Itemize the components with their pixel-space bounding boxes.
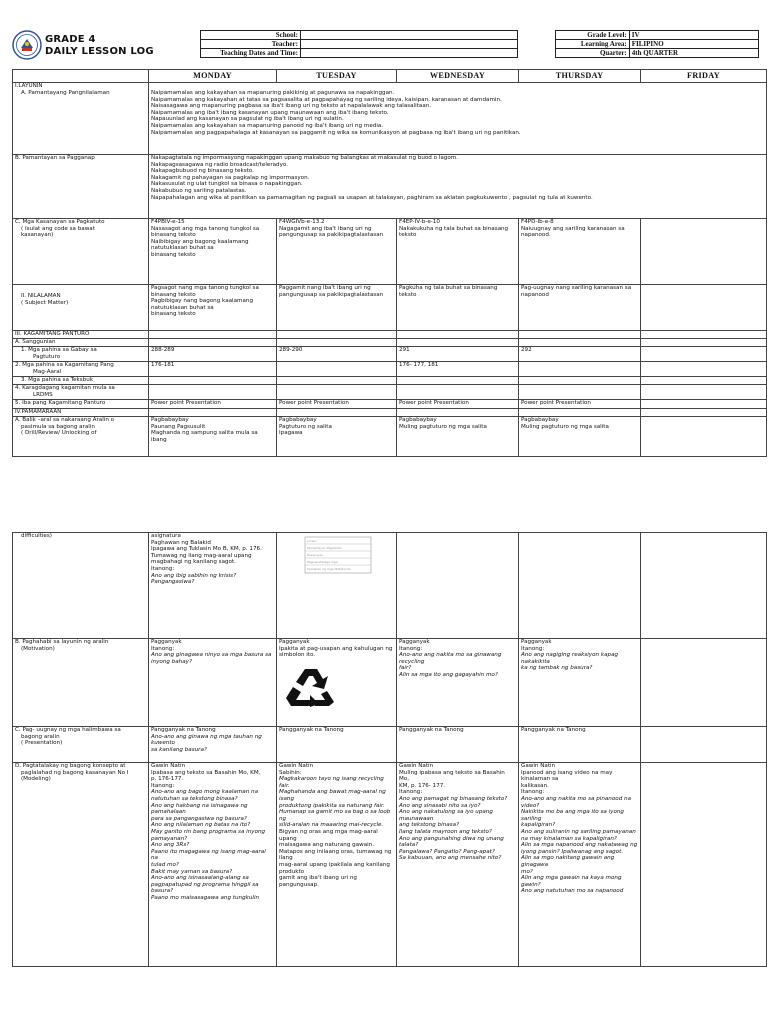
gabay-label	[13, 347, 149, 362]
activity-text: Muling pagtuturo ng mga salita	[399, 423, 487, 430]
question-text: Ano-ano ang ginawa ng mga tauhan ng kuwento	[151, 733, 262, 747]
teksbuk-wednesday	[397, 377, 519, 385]
pamantayang-pangnilalaman-content	[149, 83, 767, 155]
lm-label-text: 2. Mga pahina sa Kagamitang Pang	[15, 362, 114, 368]
activity-heading: Gawin Natin	[279, 763, 314, 769]
dates-value	[300, 49, 517, 58]
teksbuk-row	[13, 377, 767, 385]
competency-text: Nagagamit ang iba't ibang uri ng pangungusap sa pakikipagtalastasan	[279, 225, 384, 239]
activity-text: Itanong:	[151, 645, 175, 652]
iba-pang-monday: Power point Presentation	[149, 400, 277, 409]
activity-text: Muling ipabasa ang teksto sa Basahin Mo,	[399, 769, 505, 783]
presentation-wednesday: Pangganyak na Tanong	[397, 727, 519, 763]
activity-heading: Pagganyak	[151, 639, 182, 645]
activity-text: Pagbabaybay	[521, 417, 559, 423]
gabay-row	[13, 347, 767, 362]
layunin-label-cell	[13, 83, 149, 155]
modeling-monday	[149, 763, 277, 967]
svg-text:Pagpapahalaga mga: Pagpapahalaga mga	[307, 560, 338, 564]
question-text: Magkakaroon tayo ng isang recycling fair.	[279, 776, 384, 789]
question-text: ka ng tambak ng basura?	[521, 665, 593, 672]
class-info-table	[555, 30, 759, 58]
activity-heading: Pagganyak	[399, 639, 430, 645]
activity-text: Itanong:	[399, 789, 423, 796]
question-text: na may kinalaman sa kapaligiran?	[521, 835, 617, 842]
lm-label	[13, 362, 149, 377]
question-text: Alin ang mga gawain na kaya mong gawin?	[521, 875, 622, 888]
lrdms-tuesday	[277, 385, 397, 400]
question-text: Ano-ano ang bago mong kaalaman na natutuhan sa tekstong binasa?	[151, 789, 259, 802]
subject-text: binasang teksto	[151, 311, 196, 318]
kagamitang-pang-mag-aaral-row	[13, 362, 767, 377]
question-text: kapaligiran?	[521, 822, 556, 829]
pangnilalaman-line: Naisasagawa ang mapanuring pagbasa sa iba't ibang uri ng teksto at napalalawak ang talasalitaan.	[151, 103, 432, 110]
balik-aral-friday-continued	[641, 533, 767, 639]
activity-text: Muling pagtuturo ng mga salita	[521, 423, 609, 430]
teacher-value	[300, 40, 517, 49]
balik-aral-monday-continued	[149, 533, 277, 639]
question-text: Ano ang hakbang na isinagawa ng pamahalaan	[151, 802, 248, 816]
presentation-label-text: bagong aralin	[21, 733, 60, 740]
grade-level-label: Grade Level:	[556, 31, 630, 40]
question-text: tulad mo?	[151, 861, 179, 868]
pangnilalaman-line: Naipamamalas ang kakayahan sa mapanuring pakikinig at pagunawa sa napakinggan.	[151, 90, 395, 96]
question-text: Ano ang sinasabi nito sa iyo?	[399, 802, 481, 809]
presentation-label-text: C. Pag- uugnay ng mga halimbawa sa	[15, 727, 121, 733]
question-text: Paano ito magagawa ng isang mag-aaral na	[151, 848, 266, 862]
question-text: silid-aralan na maaaring mai-recycle.	[279, 822, 384, 829]
lrdms-thursday	[519, 385, 641, 400]
activity-text: Maghanda ng sampung salita mula sa ibang	[151, 430, 258, 443]
question-text: para sa pangangasiwa ng basura?	[151, 815, 247, 822]
question-text: ang tekstong binasa?	[399, 822, 459, 829]
question-text: Ano-ano ang isinasaalang-alang sa pagpapatupad ng programa hinggil sa basura?	[151, 875, 259, 895]
dates-label: Teaching Dates and Time:	[201, 49, 301, 58]
lm-label-text: Mag-Aaral	[33, 368, 62, 375]
activity-heading: Pangganyak na Tanong	[151, 727, 216, 733]
nilalaman-friday	[641, 285, 767, 331]
pamantayang-pangnilalaman-row	[13, 83, 767, 155]
pamantayan-sa-pagganap-row	[13, 155, 767, 219]
motivation-friday	[641, 639, 767, 727]
sanggunian-label: A. Sanggunian	[13, 339, 149, 347]
pagganap-label: B. Pamantayan sa Pagganap	[15, 155, 95, 161]
lesson-log-page-2	[0, 528, 768, 1024]
activity-text: Pagtuturo ng salita	[279, 423, 332, 430]
activity-text: Itanong:	[151, 782, 175, 789]
subject-matter-label: ( Subject Matter)	[21, 299, 69, 306]
modeling-friday	[641, 763, 767, 967]
kasanayan-wednesday	[397, 219, 519, 285]
modeling-label-text: (Modeling)	[21, 776, 51, 783]
pagganap-content	[149, 155, 767, 219]
nilalaman-monday	[149, 285, 277, 331]
grade-level-value: IV	[629, 31, 758, 40]
kasanayan-label: kasanayan)	[21, 232, 54, 239]
competency-code: F4WGIVb-e-13.2	[279, 219, 325, 225]
gabay-thursday: 292	[519, 347, 641, 362]
motivation-monday	[149, 639, 277, 727]
lesson-log-table-continued	[12, 532, 767, 967]
balik-aral-label-text: pasimula sa bagong aralin	[21, 423, 95, 430]
lesson-log-page-1	[0, 0, 768, 472]
competency-code: F4PBIV-e-15	[151, 219, 185, 225]
gabay-monday: 288-289	[149, 347, 277, 362]
school-label: School:	[201, 31, 301, 40]
day-friday: FRIDAY	[641, 70, 767, 83]
activity-text: gamit ang iba't ibang uri ng pangungusap.	[279, 875, 357, 888]
activity-text: Bigyan ng oras ang mga mag-aaral upang	[279, 828, 378, 842]
balik-aral-tuesday-continued	[277, 533, 397, 639]
pagganap-line: Napapahalagan ang wika at panitikan sa pamamagitan ng pagsali sa usapan at talakayan, paghiram sa aklatan pagkukuwento , pagsulat ng tula at kuwento.	[151, 194, 593, 201]
balik-aral-wednesday	[397, 417, 519, 457]
difficulties-label: difficulties)	[21, 533, 52, 539]
lrdms-label	[13, 385, 149, 400]
question-text: fair?	[399, 665, 412, 672]
motivation-row	[13, 639, 767, 727]
gabay-label-text: 1. Mga pahina sa Gabay sa	[21, 347, 97, 353]
lrdms-monday	[149, 385, 277, 400]
motivation-tuesday	[277, 639, 397, 727]
pangnilalaman-line: Napauunlad ang kasanayan sa pagsulat ng iba't ibang uri ng sulatin.	[151, 116, 344, 123]
activity-heading: Pagganyak	[279, 639, 310, 645]
activity-text: KM, p. 176- 177.	[399, 782, 446, 789]
kasanayan-monday	[149, 219, 277, 285]
question-text: Ano ang nagiging reaksiyon kapag nakakikita	[521, 652, 619, 665]
pangnilalaman-line: Naipamamalas ang iba't ibang kasanayan upang maunawaan ang iba't ibang teksto.	[151, 109, 389, 116]
activity-text: Ipabasa ang teksto sa Basahin Mo, KM,	[151, 769, 261, 776]
balik-aral-thursday	[519, 417, 641, 457]
question-text: Ilang talata mayroon ang teksto?	[399, 828, 492, 835]
lrdms-label-text: 4. Karagdagang kagamitan mula sa	[15, 385, 115, 391]
activity-text: Itanong:	[151, 565, 175, 572]
question-text: sa kanilang basura?	[151, 746, 207, 753]
activity-heading: Gawin Natin	[399, 763, 434, 769]
balik-aral-monday	[149, 417, 277, 457]
lrdms-wednesday	[397, 385, 519, 400]
recycle-icon	[279, 665, 343, 707]
lm-monday: 176-181	[149, 362, 277, 377]
presentation-thursday: Pangganyak na Tanong	[519, 727, 641, 763]
activity-heading: Gawin Natin	[151, 763, 186, 769]
kasanayan-label: C. Mga Kasanayan sa Pagkatuto	[15, 219, 105, 225]
question-text: inyong bahay?	[151, 658, 192, 665]
activity-text: Ipagawa	[279, 430, 303, 437]
question-text: Ano ang nilalaman ng batas na ito?	[151, 822, 251, 829]
svg-text:Samahan ng mga Matatanda: Samahan ng mga Matatanda	[307, 567, 351, 571]
motivation-label-text: (Motivation)	[21, 645, 55, 652]
presentation-tuesday: Pangganyak na Tanong	[277, 727, 397, 763]
question-text: Ano ang pangunahing diwa ng unang talata?	[399, 835, 504, 849]
motivation-label-text: B. Paghahabi sa layunin ng aralin	[15, 639, 109, 645]
balik-aral-label-continued	[13, 533, 149, 639]
question-text: produktong ipakikita sa naturang fair.	[279, 802, 385, 809]
blank-header	[13, 70, 149, 83]
question-text: Alin sa mga napanood ang nakatawag ng	[521, 842, 638, 849]
competency-text: Nasasagot ang mga tanong tungkol sa binasang teksto	[151, 225, 260, 239]
pagganap-line: Nakapagsasagawa ng radio broadcast/teleradyo.	[151, 161, 289, 168]
iba-pang-label-text: 5. Iba pang Kagamitang Panturo	[15, 400, 106, 406]
activity-text: Sabihin:	[279, 769, 302, 776]
activity-text: Pagbabaybay	[399, 417, 437, 423]
question-text: pamayanan?	[151, 835, 188, 842]
pamamaraan-heading: IV.PAMAMARAAN	[13, 409, 149, 417]
lm-tuesday	[277, 362, 397, 377]
presentation-label-text: ( Presentation)	[21, 740, 63, 747]
svg-text:Lorem: Lorem	[307, 539, 317, 543]
balik-aral-friday	[641, 417, 767, 457]
kagamitan-heading: III. KAGAMITANG PANTURO	[13, 331, 149, 339]
activity-text: Ipakita at pag-usapan ang kahulugan ng simbolon ito.	[279, 645, 393, 659]
question-text: Paano mo maisasagawa ang tungkulin	[151, 894, 260, 901]
day-header-row	[13, 70, 767, 83]
competency-text: Naibibigay ang bagong kaalamang natutuklasan buhat sa	[151, 238, 249, 252]
question-text: Ano ang natutuhan mo sa napanood	[521, 888, 624, 895]
question-text: Ano ang ginagawa ninyo sa mga basura sa	[151, 652, 272, 659]
kagamitan-heading-row	[13, 331, 767, 339]
motivation-thursday	[519, 639, 641, 727]
question-text: Ano-ano ang nakita mo sa ginawang recycling	[399, 652, 502, 665]
quarter-label: Quarter:	[556, 49, 630, 58]
motivation-label	[13, 639, 149, 727]
pagganap-line: Nakapagtatala ng impormasyong napakinggan upang makabuo ng balangkas at makasulat ng buod o lagom.	[151, 155, 458, 161]
activity-text: Pagbabaybay	[279, 417, 317, 423]
pagganap-line: Nakabubuo ng sariling patalastas.	[151, 187, 247, 194]
pagganap-line: Nakagamit ng pahayagan sa pagkalap ng impormasyon.	[151, 174, 310, 181]
layunin-heading: I.LAYUNIN	[15, 83, 43, 89]
school-info-table	[200, 30, 518, 58]
competency-text: Nakakukuha ng tala buhat sa binasang teksto	[399, 225, 509, 239]
day-tuesday: TUESDAY	[277, 70, 397, 83]
activity-text: Paghawan ng Balakid	[151, 539, 211, 546]
title-grade: GRADE 4	[45, 34, 96, 45]
question-text: Ano ang ibig sabihin ng krisis?	[151, 572, 237, 579]
lm-thursday	[519, 362, 641, 377]
gabay-friday	[641, 347, 767, 362]
modeling-thursday	[519, 763, 641, 967]
question-text: Ano ang 3Rs?	[151, 842, 190, 849]
kasanayan-friday	[641, 219, 767, 285]
nilalaman-wednesday: Pagkuha ng tala buhat sa binasang teksto	[397, 285, 519, 331]
teksbuk-label-text: 3. Mga pahina sa Teksbuk	[21, 377, 94, 383]
balik-aral-label	[13, 417, 149, 457]
question-text: Maghahanda ang bawat mag-aaral ng isang	[279, 789, 386, 802]
iba-pang-thursday: Power point Presentation	[519, 400, 641, 409]
pamantayang-pangnilalaman-label: A. Pamantayang Pangnilalaman	[21, 89, 110, 96]
iba-pang-wednesday: Power point Presentation	[397, 400, 519, 409]
teksbuk-monday	[149, 377, 277, 385]
pagganap-line: Nakasusulat ng ulat tungkol sa binasa o napakinggan.	[151, 181, 303, 188]
pangnilalaman-line: Naipamamalas ang kakayahan sa mapanuring panood ng iba't ibang uri ng media.	[151, 122, 384, 129]
kasanayan-label: ( Isulat ang code sa bawat	[21, 225, 95, 232]
teacher-label: Teacher:	[201, 40, 301, 49]
activity-text: Paunang Pagsusulit	[151, 423, 206, 430]
presentation-monday	[149, 727, 277, 763]
competency-text: binasang teksto	[151, 251, 196, 258]
nilalaman-label: II. NILALAMAN	[21, 293, 61, 299]
competency-code: F4PD-Ib-e-8	[521, 219, 554, 225]
balik-aral-label-text: ( Drill/Review/ Unlocking of	[21, 430, 97, 437]
balik-aral-thursday-continued	[519, 533, 641, 639]
question-text: Sa kabuuan, ano ang mensahe nito?	[399, 855, 502, 862]
teksbuk-friday	[641, 377, 767, 385]
kasanayan-tuesday	[277, 219, 397, 285]
school-value	[300, 31, 517, 40]
question-text: Ano ang nakatulong sa iyo upang maunawaan	[399, 809, 493, 822]
day-monday: MONDAY	[149, 70, 277, 83]
modeling-row	[13, 763, 767, 967]
activity-text: asignatura	[151, 533, 181, 539]
competency-code: F4EP-IV-b-e-10	[399, 219, 440, 225]
question-text: Pangangasiwa?	[151, 579, 195, 586]
activity-text: Pagbabaybay	[151, 417, 189, 423]
learning-area-value: FILIPINO	[629, 40, 758, 49]
modeling-label-text: paglalahad ng bagong kasanayan No I	[21, 769, 129, 776]
iba-pang-kagamitan-row	[13, 400, 767, 409]
question-text: Pangalawa? Pangatlo? Pang-apat?	[399, 848, 495, 855]
nilalaman-tuesday: Paggamit nang iba't ibang uri ng pangungusap sa pakikipagtalastasan	[277, 285, 397, 331]
activity-heading: Gawin Natin	[521, 763, 556, 769]
balik-aral-wednesday-continued	[397, 533, 519, 639]
question-text: May ganito rin bang programa sa inyong	[151, 828, 266, 835]
question-text: Ano ang pamagat ng binasang teksto?	[399, 795, 508, 802]
lm-friday	[641, 362, 767, 377]
sanggunian-row	[13, 339, 767, 347]
svg-text:Pamantayan Pagkatuto: Pamantayan Pagkatuto	[307, 546, 342, 550]
balik-aral-row-p2	[13, 533, 767, 639]
pagganap-label-cell	[13, 155, 149, 219]
learning-area-label: Learning Area:	[556, 40, 630, 49]
question-text: Alin sa mga ito ang gagayahin mo?	[399, 671, 498, 678]
gabay-tuesday: 289-290	[277, 347, 397, 362]
iba-pang-tuesday: Power point Presentation	[277, 400, 397, 409]
question-text: mo?	[521, 868, 533, 875]
lrdms-label-text: LRDMS	[33, 391, 53, 398]
nilalaman-row	[13, 285, 767, 331]
pangnilalaman-line: Naipamamalas ang pagpapahalaga at kasanayan sa paggamit ng wika sa komunikasyon at pagbasa ng iba't ibang uri ng panitikan.	[151, 129, 521, 136]
document-title	[45, 34, 154, 58]
kasanayan-thursday	[519, 219, 641, 285]
kasanayan-label-cell	[13, 219, 149, 285]
lrdms-friday	[641, 385, 767, 400]
nilalaman-thursday: Pag-uugnay nang sariling karanasan sa napanood	[519, 285, 641, 331]
iba-pang-friday	[641, 400, 767, 409]
activity-text: Ipagawa ang Tuklasin Mo B, KM, p. 176.	[151, 546, 262, 553]
activity-heading: Pagganyak	[521, 639, 552, 645]
presentation-label	[13, 727, 149, 763]
pamamaraan-heading-row	[13, 409, 767, 417]
balik-aral-tuesday	[277, 417, 397, 457]
activity-text: Itanong:	[521, 789, 545, 796]
quarter-value: 4th QUARTER	[629, 49, 758, 58]
nilalaman-label-cell	[13, 285, 149, 331]
day-thursday: THURSDAY	[519, 70, 641, 83]
modeling-label-text: D. Pagtatalakay ng bagong konsepto at	[15, 763, 126, 769]
motivation-wednesday	[397, 639, 519, 727]
deped-seal-icon	[12, 30, 42, 60]
balik-aral-label-text: A. Balik –aral sa nakaraang Aralin o	[15, 417, 115, 423]
question-text: Bakit may yaman sa basura?	[151, 868, 233, 875]
activity-text: Matapos ang inilaang oras, tumawag ng ilang	[279, 848, 392, 862]
gabay-wednesday: 291	[397, 347, 519, 362]
question-text: Nakikita mo ba ang mga ito sa iyong sariling	[521, 809, 624, 822]
kasanayan-sa-pagkatuto-row	[13, 219, 767, 285]
activity-text: maisagawa ang naturang gawain.	[279, 842, 375, 849]
activity-text: Itanong:	[399, 645, 423, 652]
teksbuk-label	[13, 377, 149, 385]
activity-text: Tumawag ng ilang mag-aaral upang magbahagi ng kanilang sagot.	[151, 552, 252, 566]
lrdms-row	[13, 385, 767, 400]
question-text: Humanap sa gamit mo sa bag o sa loob ng	[279, 809, 391, 822]
pagganap-line: Nakapagbubuod ng binasang teksto.	[151, 168, 254, 175]
balik-aral-row-p1	[13, 417, 767, 457]
page-break	[0, 472, 768, 528]
modeling-tuesday	[277, 763, 397, 967]
activity-text: mag-aaral upang ipakilala ang kanilang produkto	[279, 861, 390, 875]
presentation-friday	[641, 727, 767, 763]
svg-text:Kasanayan: Kasanayan	[307, 553, 324, 557]
pangnilalaman-line: Naipamamalas ang kakayahan at tatas sa pagsasalita at pagpapahayag ng sariling ideya, kaisipan, karanasan at damdamin.	[151, 96, 502, 103]
title-dll: DAILY LESSON LOG	[45, 46, 154, 57]
question-text: Ano-ano ang nakita mo sa pinanood na video?	[521, 795, 631, 809]
activity-text: kalikasan.	[521, 782, 549, 789]
presentation-row	[13, 727, 767, 763]
activity-text: p. 176-177.	[151, 776, 184, 783]
day-wednesday: WEDNESDAY	[397, 70, 519, 83]
question-text: Ano ang suliranin ng sariling pamayanan	[521, 828, 636, 835]
activity-text: Ipanood ang isang video na may kinalaman sa	[521, 769, 613, 783]
subject-text: Pagsagot nang mga tanong tungkol sa binasang teksto	[151, 285, 259, 298]
activity-text: Itanong:	[521, 645, 545, 652]
gabay-label-text: Pagtuturo	[33, 353, 61, 360]
teksbuk-thursday	[519, 377, 641, 385]
question-text: Alin sa mgo nakitang gawain ang ginagawa	[521, 855, 615, 868]
subject-text: Pagbibigay nang bagong kaalamang natutuklasan buhat sa	[151, 298, 254, 311]
teksbuk-tuesday	[277, 377, 397, 385]
lesson-log-table	[12, 69, 767, 457]
question-text: iyong pansin? Ipaliwanag ang sagot.	[521, 848, 624, 855]
modeling-wednesday	[397, 763, 519, 967]
competency-text: Naiuugnay ang sariling karanasan sa napanood.	[521, 225, 625, 239]
lm-wednesday: 176- 177, 181	[397, 362, 519, 377]
modeling-label	[13, 763, 149, 967]
iba-pang-label	[13, 400, 149, 409]
